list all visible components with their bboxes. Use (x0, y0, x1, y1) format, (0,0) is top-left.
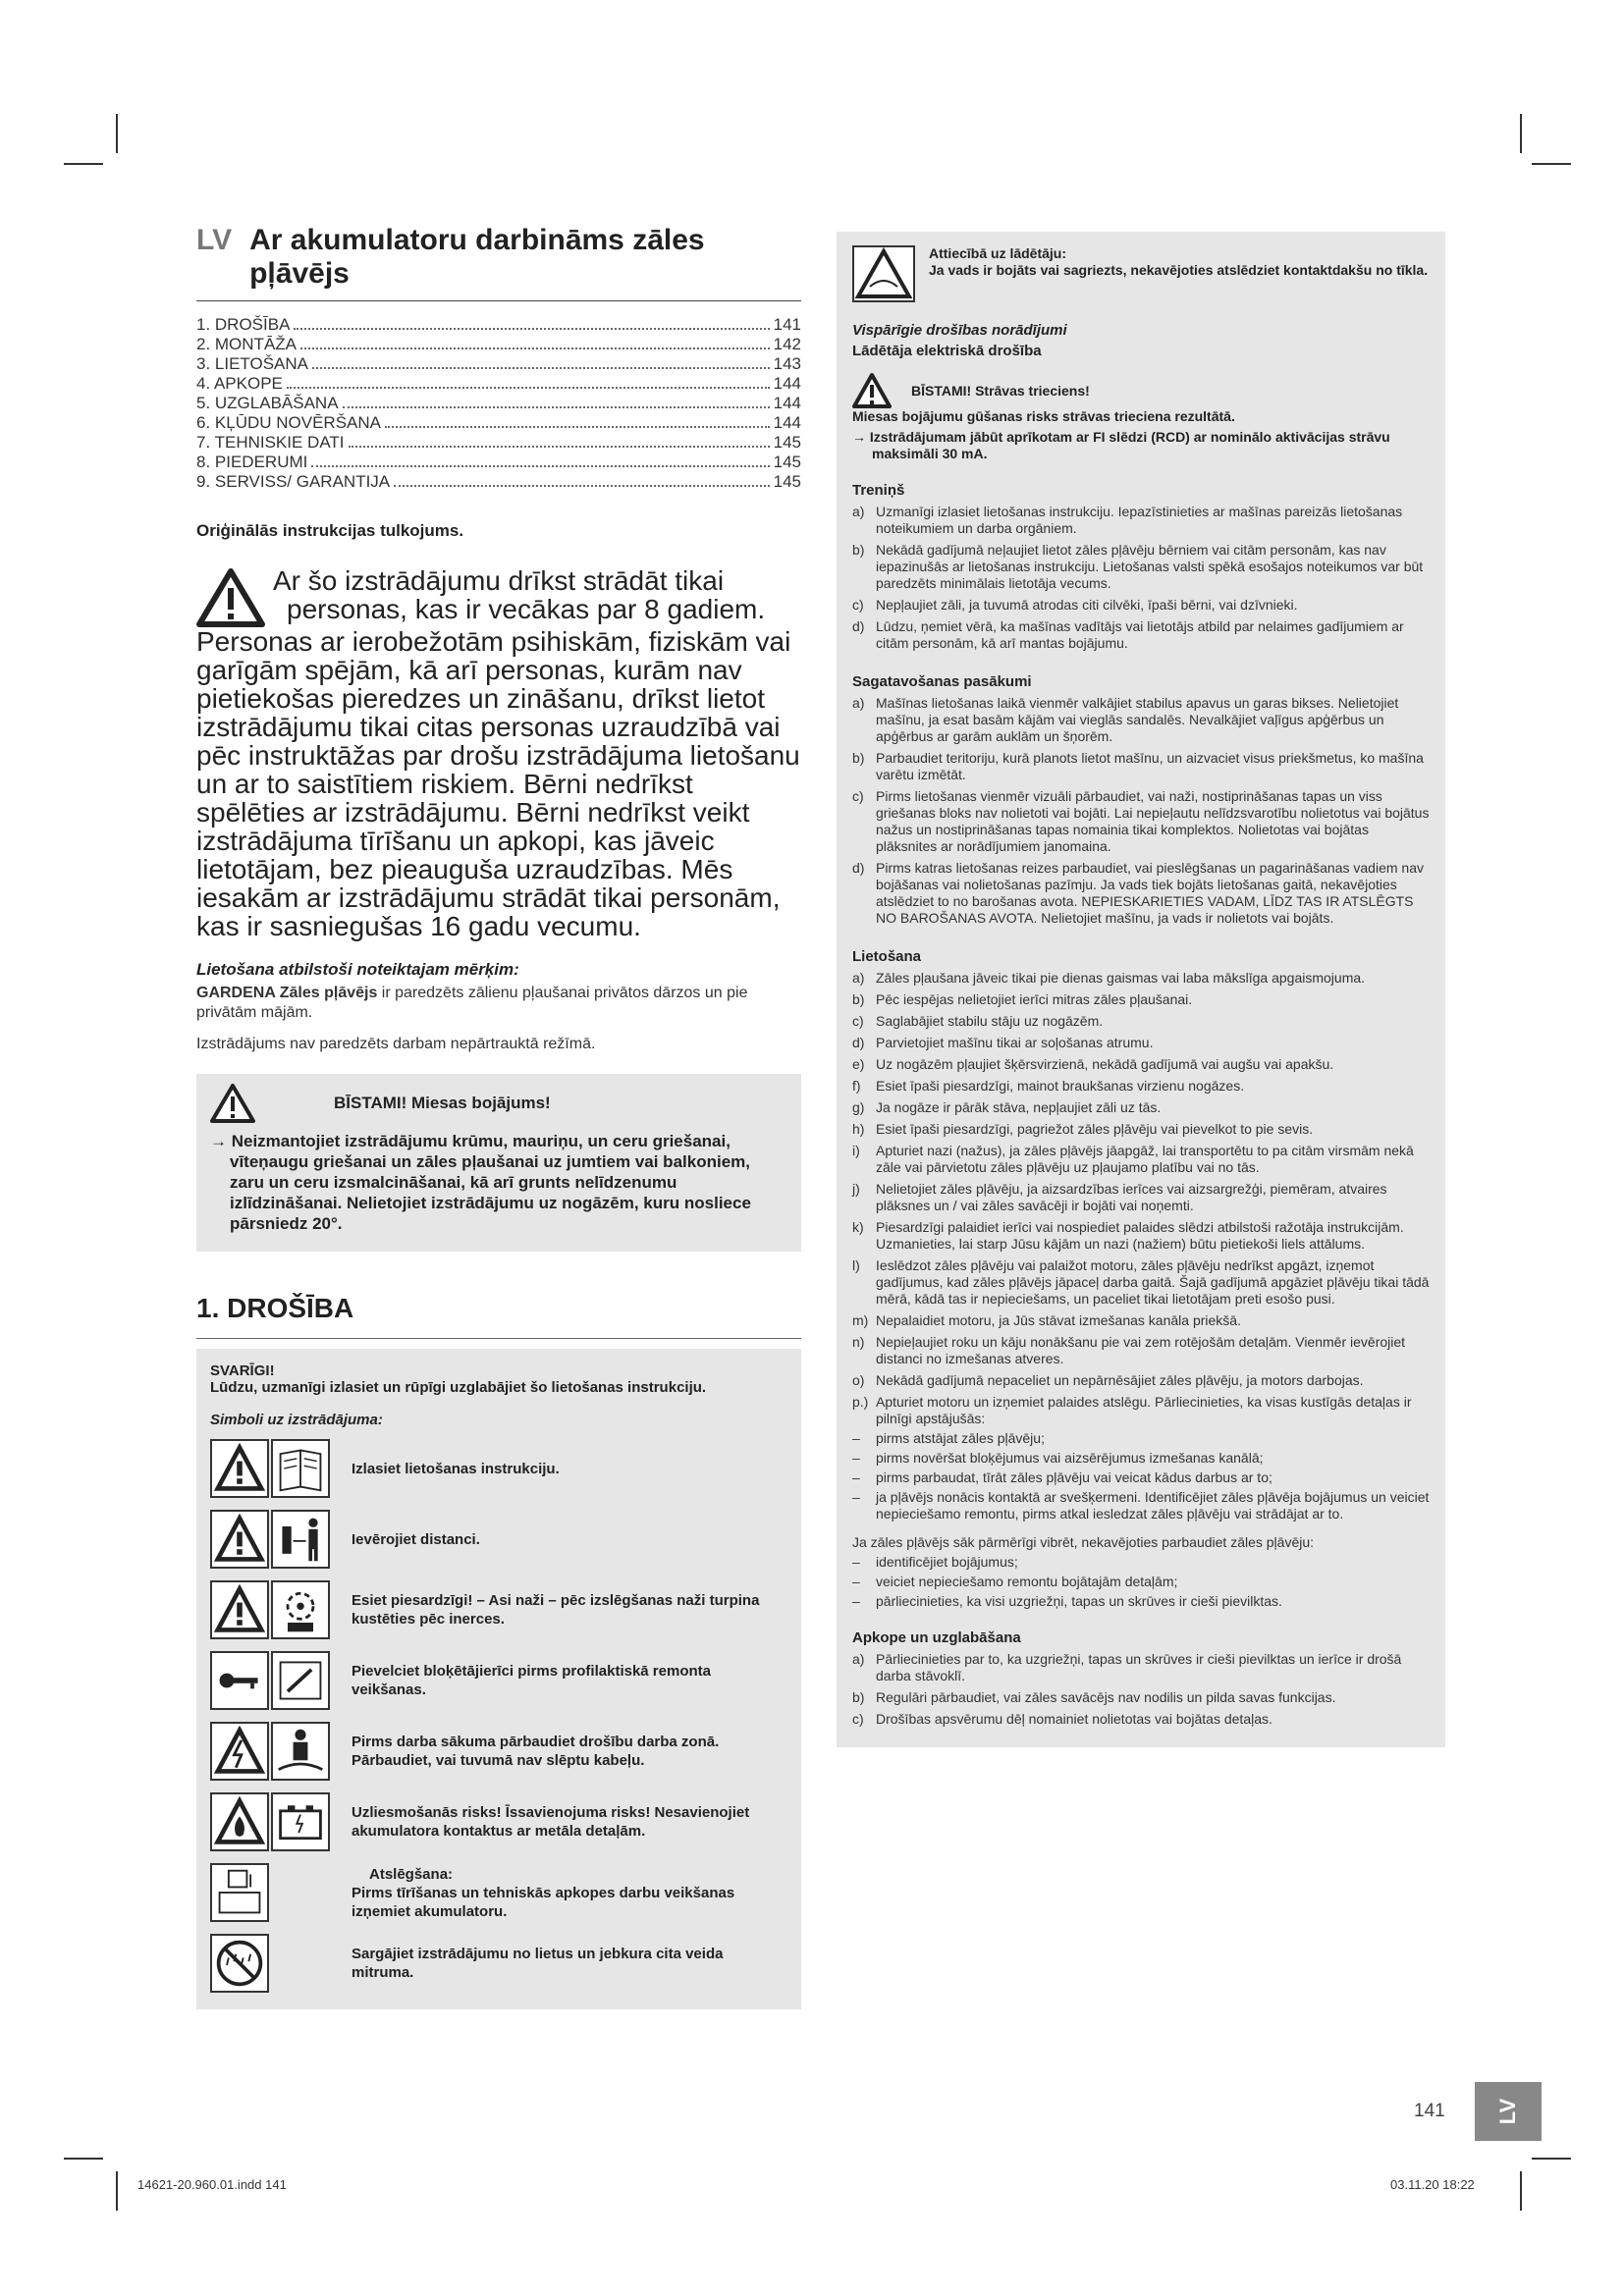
list-letter: c) (852, 1711, 864, 1727)
list-text: Nekādā gadījumā neļaujiet lietot zāles pļāvēju bērniem vai citām personām, kas nav iepazinušās ar lietošanas instrukciju. Lietošanas valsti spēkā esošajos noteikumos var būt paredzēts minimālais lietotāja vecums. (876, 542, 1424, 591)
list-letter: b) (852, 542, 865, 558)
charger-heading: Attiecībā uz lādētāju: (929, 245, 1067, 261)
warning-triangle-icon (196, 568, 265, 627)
list-letter: c) (852, 1013, 864, 1029)
list-text: Regulāri pārbaudiet, vai zāles savācējs nav nodilis un pilda savas funkcijas. (876, 1689, 1336, 1705)
symbol-description: Pirms darba sākuma pārbaudiet drošību darba zonā. Pārbaudiet, vai tuvumā nav slēptu kabeļu. (352, 1734, 720, 1769)
toc-page: 144 (773, 413, 801, 432)
training-heading: Treniņš (852, 482, 905, 499)
symbol-text (352, 1865, 787, 1921)
important-label: SVARĪGI! (210, 1362, 275, 1379)
list-text: Nekādā gadījumā nepaceliet un nepārnēsājiet zāles pļāvēju, ja motors darbojas. (876, 1372, 1364, 1388)
list-text: Uzmanīgi izlasiet lietošanas instrukciju. Iepazīstinieties ar mašīnas pareizās lietošanas noteikumiem un darba orgāniem. (876, 504, 1403, 536)
symbol-row (210, 1862, 787, 1923)
dash-bullet: – (852, 1554, 860, 1570)
symbol-description: Esiet piesardzīgi! – Asi naži – pēc izslēgšanas naži turpina kustēties pēc inerces. (352, 1592, 760, 1628)
warning-triangle-icon (210, 1084, 255, 1123)
language-code: LV (196, 224, 233, 256)
list-item (852, 542, 1432, 592)
symbol-text-head: Atslēgšana: (369, 1865, 454, 1883)
shock-title: BĪSTAMI! Strāvas trieciens! (911, 383, 1090, 399)
warning-triangle-icon (210, 1510, 269, 1569)
list-letter: m) (852, 1312, 869, 1328)
list-item (852, 788, 1432, 855)
list-item (852, 750, 1432, 783)
charger-warning-icon (852, 245, 915, 302)
dash-item (852, 1469, 1432, 1486)
list-letter: c) (852, 788, 864, 804)
list-text: Parvietojiet mašīnu tikai ar soļošanas atrumu. (876, 1035, 1154, 1050)
list-item (852, 1651, 1432, 1684)
list-text: Mašīnas lietošanas laikā vienmēr valkājiet stabilus apavus un garas bikses. Nelietojiet mašīnu, ja esat basām kājām vai vieglās sandalēs. Nevalkājiet vaļīgus apģērbus un apģērbus ar garām auklām un šņorēm. (876, 695, 1399, 744)
dash-bullet: – (852, 1450, 860, 1466)
electric-warning-icon (210, 1722, 269, 1781)
symbol-icons (210, 1651, 338, 1710)
symbol-text (352, 1803, 787, 1841)
intended-use-text (196, 984, 801, 1023)
list-letter: b) (852, 1689, 865, 1705)
list-text: Ieslēdzot zāles pļāvēju vai palaižot motoru, zāles pļāvēju nedrīkst apgāzt, izņemot gadījumus, kad zāles pļāvējs jāpaceļ darba gaitā. Šajā gadījumā apgāziet pļāvēju tikai tādā mērā, kādā tas ir nepieciešams, un paceliet tikai lietotājam preti esošo pusi. (876, 1257, 1430, 1307)
dash-item (852, 1574, 1432, 1590)
crop-mark (1532, 163, 1571, 165)
danger-title-row (210, 1084, 787, 1123)
dash-text: veiciet nepieciešamo remontu bojātajām detaļām; (876, 1574, 1178, 1589)
toc-page: 141 (773, 315, 801, 334)
list-letter: l) (852, 1257, 860, 1273)
symbol-row (210, 1579, 787, 1640)
dash-text: pirms novēršat bloķējumus vai aizsērējumus izmešanas kanālā; (876, 1450, 1264, 1466)
language-tab-label: LV (1494, 2098, 1520, 2125)
no-rain-icon (210, 1934, 269, 1993)
crop-mark (1520, 2171, 1522, 2211)
shock-text: Miesas bojājumu gūšanas risks strāvas trieciena rezultātā. (852, 408, 1235, 424)
list-item (852, 1711, 1432, 1728)
page-number: 141 (1414, 2101, 1445, 2121)
danger-title: BĪSTAMI! Miesas bojājums! (334, 1094, 551, 1112)
toc-page: 144 (773, 394, 801, 412)
list-text: Pirms katras lietošanas reizes parbaudiet, vai pieslēgšanas un pagarināšanas vadiem nav bojāšanas vai nolietošanas pazīmju. Ja vads tiek bojāts lietošanas gaitā, nekavējoties atslēdziet to no barošanas avota. NEPIESKARIETIES VADAM, LĪDZ TAS IR ATSLĒGTS NO BAROŠANAS AVOTA. Nelietojiet mašīnu, ja vads ir nolietots vai bojāts. (876, 860, 1424, 926)
symbol-text (352, 1945, 787, 1982)
dash-bullet: – (852, 1489, 860, 1505)
dash-text: pārliecinieties, ka visi uzgriežņi, tapas un skrūves ir cieši pievilktas. (876, 1593, 1282, 1609)
list-letter: p.) (852, 1394, 869, 1410)
not-continuous-note: Izstrādājums nav paredzēts darbam nepārtrauktā režīmā. (196, 1036, 596, 1052)
list-item (852, 1219, 1432, 1253)
dash-bullet: – (852, 1469, 860, 1485)
manual-book-icon (271, 1439, 330, 1498)
symbol-icons (210, 1510, 338, 1569)
list-text: Ja nogāze ir pārāk stāva, nepļaujiet zāli uz tās. (876, 1099, 1162, 1115)
list-letter: a) (852, 970, 865, 986)
list-text: Esiet īpaši piesardzīgi, mainot braukšanas virzienu nogāzes. (876, 1078, 1245, 1094)
toc-leader (312, 367, 770, 369)
toc-row (196, 315, 801, 335)
list-text: Apturiet motoru un izņemiet palaides atslēgu. Pārliecinieties, ka visas kustīgās detaļas ir pilnīgi apstājušās: (876, 1394, 1412, 1426)
symbol-description: Ievērojiet distanci. (352, 1530, 480, 1548)
toc-leader (385, 426, 770, 428)
toc-row (196, 335, 801, 354)
use-heading: Lietošana (852, 948, 922, 965)
list-item (852, 1372, 1432, 1389)
symbol-icons (210, 1722, 338, 1781)
list-letter: d) (852, 860, 865, 876)
maintenance-list (852, 1651, 1432, 1728)
symbol-text (352, 1530, 480, 1549)
list-item (852, 1035, 1432, 1051)
date-info: 03.11.20 18:22 (1390, 2177, 1475, 2192)
section-heading: 1. DROŠĪBA (196, 1293, 354, 1323)
toc-page: 143 (773, 354, 801, 373)
list-item (852, 1312, 1432, 1329)
list-item (852, 1078, 1432, 1095)
training-list (852, 504, 1432, 652)
dash-text: identificējiet bojājumus; (876, 1554, 1018, 1570)
rcd-text: → Izstrādājumam jābūt aprīkotam ar FI slēdzi (RCD) ar nominālo aktivācijas strāvu maksimāli 30 mA. (852, 429, 1390, 461)
key-lock-icon (210, 1651, 269, 1710)
list-letter: b) (852, 750, 865, 766)
danger-box (196, 1074, 801, 1252)
list-letter: h) (852, 1121, 865, 1137)
list-letter: a) (852, 1651, 865, 1667)
danger-text: → Neizmantojiet izstrādājumu krūmu, mauriņu, un ceru griešanai, vīteņaugu griešanai un zāles pļaušanai uz jumtiem vai balkoniem, zaru un ceru izsmalcināšanai, kā arī grunts nelīdzenumu izlīdzināšanai. Nelietojiet izstrādājumu uz nogāzēm, kuru nosliece pārsniedz 20°. (210, 1132, 751, 1233)
symbol-description: Sargājiet izstrādājumu no lietus un jebkura cita veida mitruma. (352, 1946, 724, 1981)
symbol-description: Pirms tīrīšanas un tehniskās apkopes darbu veikšanas izņemiet akumulatoru. (352, 1884, 735, 1920)
original-note: Oriģinālās instrukcijas tulkojums. (196, 521, 464, 540)
list-item (852, 860, 1432, 927)
dash-bullet: – (852, 1574, 860, 1589)
toc-label: 5. UZGLABĀŠANA (196, 394, 339, 412)
list-letter: d) (852, 618, 865, 634)
age-warning (196, 566, 801, 940)
list-item (852, 1181, 1432, 1214)
list-letter: i) (852, 1143, 860, 1158)
list-item (852, 1056, 1432, 1073)
fire-warning-icon (210, 1792, 269, 1851)
dash-item (852, 1554, 1432, 1571)
symbol-text (352, 1591, 787, 1629)
battery-icon (271, 1792, 330, 1851)
file-info: 14621-20.960.01.indd 141 (137, 2177, 287, 2192)
list-item (852, 1257, 1432, 1308)
warning-triangle-icon (210, 1580, 269, 1639)
list-item (852, 618, 1432, 652)
maintenance-heading: Apkope un uzglabāšana (852, 1629, 1021, 1646)
symbol-icons (210, 1934, 338, 1993)
symbol-row (210, 1791, 787, 1852)
list-text: Parbaudiet teritoriju, kurā planots lietot mašīnu, un aizvaciet visus priekšmetus, ko mašīna varētu izmētāt. (876, 750, 1424, 782)
toc-row (196, 472, 801, 492)
right-column (837, 232, 1445, 1747)
symbol-row (210, 1650, 787, 1711)
list-text: Uz nogāzēm pļaujiet šķērsvirzienā, nekādā gadījumā vai augšu vai apakšu. (876, 1056, 1334, 1072)
list-letter: c) (852, 597, 864, 613)
list-text: Lūdzu, ņemiet vērā, ka mašīnas vadītājs vai lietotājs atbild par nelaimes gadījumiem ar citām personām, kā arī mantas bojājumu. (876, 618, 1404, 651)
crop-mark (64, 163, 103, 165)
list-text: Nelietojiet zāles pļāvēju, ja aizsardzības ierīces vai aizsargrežģi, piemēram, atvaires plāksnes un / vai zāles savācēji ir bojāti vai noņemti. (876, 1181, 1387, 1213)
list-item (852, 597, 1432, 614)
list-item (852, 1689, 1432, 1706)
list-letter: j) (852, 1181, 860, 1197)
keep-distance-icon (271, 1510, 330, 1569)
symbol-row (210, 1721, 787, 1782)
list-text: Nepieļaujiet roku un kāju nonākšanu pie vai zem rotējošām detaļām. Vienmēr ievērojiet distanci no izmešanas atveres. (876, 1334, 1406, 1366)
toc-label: 6. KĻŪDU NOVĒRŠANA (196, 413, 381, 432)
wrench-manual-icon (271, 1651, 330, 1710)
list-item (852, 1334, 1432, 1367)
list-letter: b) (852, 991, 865, 1007)
dash-item (852, 1593, 1432, 1610)
symbol-text (352, 1460, 560, 1478)
list-item (852, 1121, 1432, 1138)
list-item (852, 1143, 1432, 1176)
symbol-text (352, 1733, 787, 1770)
list-text: Nepalaidiet motoru, ja Jūs stāvat izmešanas kanāla priekšā. (876, 1312, 1241, 1328)
toc-leader (287, 387, 770, 389)
language-tab (1475, 2082, 1542, 2141)
use-list (852, 970, 1432, 1427)
dash-item (852, 1430, 1432, 1447)
product-title: Ar akumulatoru darbināms zāles pļāvējs (249, 224, 705, 290)
warning-triangle-icon (210, 1439, 269, 1498)
list-item (852, 695, 1432, 745)
symbol-row (210, 1438, 787, 1499)
dash-text: pirms atstājat zāles pļāvēju; (876, 1430, 1045, 1446)
list-text: Zāles pļaušana jāveic tikai pie dienas gaismas vai laba mākslīga apgaismojuma. (876, 970, 1366, 986)
toc-row (196, 413, 801, 433)
toc-leader (349, 446, 770, 448)
toc-row (196, 394, 801, 413)
list-letter: a) (852, 504, 865, 519)
symbol-icons (210, 1439, 338, 1498)
list-letter: a) (852, 695, 865, 711)
toc-page: 145 (773, 453, 801, 471)
list-text: Saglabājiet stabilu stāju uz nogāzēm. (876, 1013, 1104, 1029)
list-text: Nepļaujiet zāli, ja tuvumā atrodas citi cilvēki, īpaši bērni, vai dzīvnieki. (876, 597, 1298, 613)
symbol-icons (210, 1792, 338, 1851)
list-text: Piesardzīgi palaidiet ierīci vai nospiediet palaides slēdzi atbilstoši ražotāja instrukcijām. Uzmanieties, lai starp Jūsu kājām un nazi (nažiem) būtu pietiekoši liels attālums. (876, 1219, 1404, 1252)
cable-person-icon (271, 1722, 330, 1781)
dash-item (852, 1450, 1432, 1467)
list-item (852, 504, 1432, 537)
toc-leader (294, 328, 769, 330)
symbol-row (210, 1933, 787, 1994)
symbol-list (210, 1438, 787, 1994)
shock-warning-row (852, 373, 1432, 408)
list-letter: f) (852, 1078, 861, 1094)
dash-text: pirms parbaudat, tīrāt zāles pļāvēju vai veicat kādus darbus ar to; (876, 1469, 1272, 1485)
intended-use-body: ir paredzēts zālienu pļaušanai privātos dārzos un pie privātām mājām. (196, 985, 748, 1021)
toc-row (196, 433, 801, 453)
list-letter: e) (852, 1056, 865, 1072)
table-of-contents (196, 315, 801, 492)
stop-conditions-list (852, 1430, 1432, 1522)
toc-page: 145 (773, 472, 801, 491)
toc-label: 2. MONTĀŽA (196, 335, 298, 353)
toc-label: 7. TEHNISKIE DATI (196, 433, 345, 452)
list-text: Pēc iespējas nelietojiet ierīci mitras zāles pļaušanai. (876, 991, 1193, 1007)
list-text: Pārliecinieties par to, ka uzgriežņi, tapas un skrūves ir cieši pievilktas un ierīce ir drošā darba stāvoklī. (876, 1651, 1402, 1683)
toc-leader (311, 465, 769, 467)
toc-row (196, 354, 801, 374)
list-item (852, 1099, 1432, 1116)
list-letter: k) (852, 1219, 864, 1235)
vibrate-text: Ja zāles pļāvējs sāk pārmērīgi vibrēt, nekavējoties parbaudiet zāles pļāvēju: (852, 1534, 1315, 1550)
title-divider (196, 300, 801, 301)
rotating-blade-icon (271, 1580, 330, 1639)
toc-label: 3. LIETOŠANA (196, 354, 309, 373)
vibrate-steps-list (852, 1554, 1432, 1610)
list-text: Pirms lietošanas vienmēr vizuāli pārbaudiet, vai naži, nostiprināšanas tapas un viss griešanas bloks nav nolietoti vai bojāti. Lai nepieļautu nelīdzsvarotību nolietotus vai bojātus nažus un nostiprināšanas tapas nomainia tikai komplektos. Nolietotas vai bojātas plāksnites ar norādījumiem janomaina. (876, 788, 1430, 854)
symbol-description: Uzliesmošanās risks! Īssavienojuma risks! Nesavienojiet akumulatora kontaktus ar metāla detaļām. (352, 1804, 750, 1840)
toc-page: 145 (773, 433, 801, 452)
preparation-heading: Sagatavošanas pasākumi (852, 673, 1032, 690)
toc-row (196, 374, 801, 394)
symbol-description: Pievelciet bloķētājierīci pirms profilaktiskā remonta veikšanas. (352, 1663, 711, 1698)
symbol-icons (210, 1863, 338, 1922)
crop-mark (1520, 114, 1522, 153)
crop-mark (116, 114, 118, 153)
crop-mark (116, 2171, 118, 2211)
section-divider (196, 1338, 801, 1339)
dash-item (852, 1489, 1432, 1522)
list-item (852, 1394, 1432, 1427)
preparation-list (852, 695, 1432, 927)
list-item (852, 991, 1432, 1008)
symbol-icons (210, 1580, 338, 1639)
symbol-description: Izlasiet lietošanas instrukciju. (352, 1460, 560, 1477)
toc-leader (343, 406, 770, 408)
intended-use-heading: Lietošana atbilstoši noteiktajam mērķim: (196, 960, 519, 979)
list-text: Drošības apsvērumu dēļ nomainiet nolietotas vai bojātas detaļas. (876, 1711, 1272, 1727)
toc-leader (394, 485, 769, 487)
charger-text: Ja vads ir bojāts vai sagriezts, nekavējoties atslēdziet kontaktdakšu no tīkla. (929, 262, 1429, 278)
remove-battery-icon (210, 1863, 269, 1922)
brand-name: GARDENA Zāles pļāvējs (196, 985, 378, 1001)
age-warning-line2: personas, kas ir vecākas par 8 gadiem. (287, 594, 766, 624)
toc-label: 4. APKOPE (196, 374, 283, 393)
toc-page: 144 (773, 374, 801, 393)
dash-bullet: – (852, 1593, 860, 1609)
toc-label: 9. SERVISS/ GARANTIJA (196, 472, 391, 491)
list-letter: d) (852, 1035, 865, 1050)
list-text: Apturiet nazi (nažus), ja zāles pļāvējs jāapgāž, lai transportētu to pa citām virsmām nekā zāle vai pārvietotu zāles pļāvēju uz pļaujamo platību vai no tās. (876, 1143, 1414, 1175)
toc-label: 1. DROŠĪBA (196, 315, 291, 334)
list-text: Esiet īpaši piesardzīgi, pagriežot zāles pļāvēju vai pievelkot to pie sevis. (876, 1121, 1314, 1137)
list-item (852, 1013, 1432, 1030)
symbol-row (210, 1509, 787, 1570)
symbols-heading: Simboli uz izstrādājuma: (210, 1412, 383, 1428)
toc-row (196, 453, 801, 472)
dash-text: ja pļāvējs nonācis kontaktā ar svešķermeni. Identificējiet zāles pļāvēja bojājumus un veiciet nepieciešamo remontu, pirms atkal iesledzat zāles pļāvēju vai strādājat ar to. (876, 1489, 1430, 1522)
toc-page: 142 (773, 335, 801, 353)
crop-mark (64, 2158, 103, 2160)
important-box (196, 1349, 801, 2009)
left-column (196, 224, 801, 2009)
electrical-safety-heading: Lādētāja elektriskā drošība (852, 343, 1042, 359)
toc-label: 8. PIEDERUMI (196, 453, 308, 471)
dash-bullet: – (852, 1430, 860, 1446)
charger-note (852, 245, 1432, 302)
general-safety-heading: Vispārīgie drošības norādījumi (852, 322, 1067, 339)
list-letter: n) (852, 1334, 865, 1350)
page-title (196, 224, 801, 291)
toc-leader (300, 347, 770, 349)
crop-mark (1532, 2158, 1571, 2160)
list-letter: g) (852, 1099, 865, 1115)
symbol-text (352, 1662, 787, 1699)
warning-triangle-icon (852, 373, 892, 408)
list-item (852, 970, 1432, 987)
age-warning-line1: Ar šo izstrādājumu drīkst strādāt tikai (273, 565, 725, 596)
list-letter: o) (852, 1372, 865, 1388)
age-warning-body: Personas ar ierobežotām psihiskām, fiziskām vai garīgām spējām, kā arī personas, kurām nav pietiekošas pieredzes un zināšanu, drīkst lietot izstrādājumu tikai citas personas uzraudzībā vai pēc instruktāžas par drošu izstrādājuma lietošanu un ar to saistītiem riskiem. Bērni nedrīkst spēlēties ar izstrādājumu. Bērni nedrīkst veikt izstrādājuma tīrīšanu un apkopi, kas jāveic lietotājam, bez pieauguša uzraudzības. Mēs iesakām ar izstrādājumu strādāt tikai personām, kas ir sasniegušas 16 gadu vecumu. (196, 626, 800, 941)
important-text: Lūdzu, uzmanīgi izlasiet un rūpīgi uzglabājiet šo lietošanas instrukciju. (210, 1379, 707, 1396)
